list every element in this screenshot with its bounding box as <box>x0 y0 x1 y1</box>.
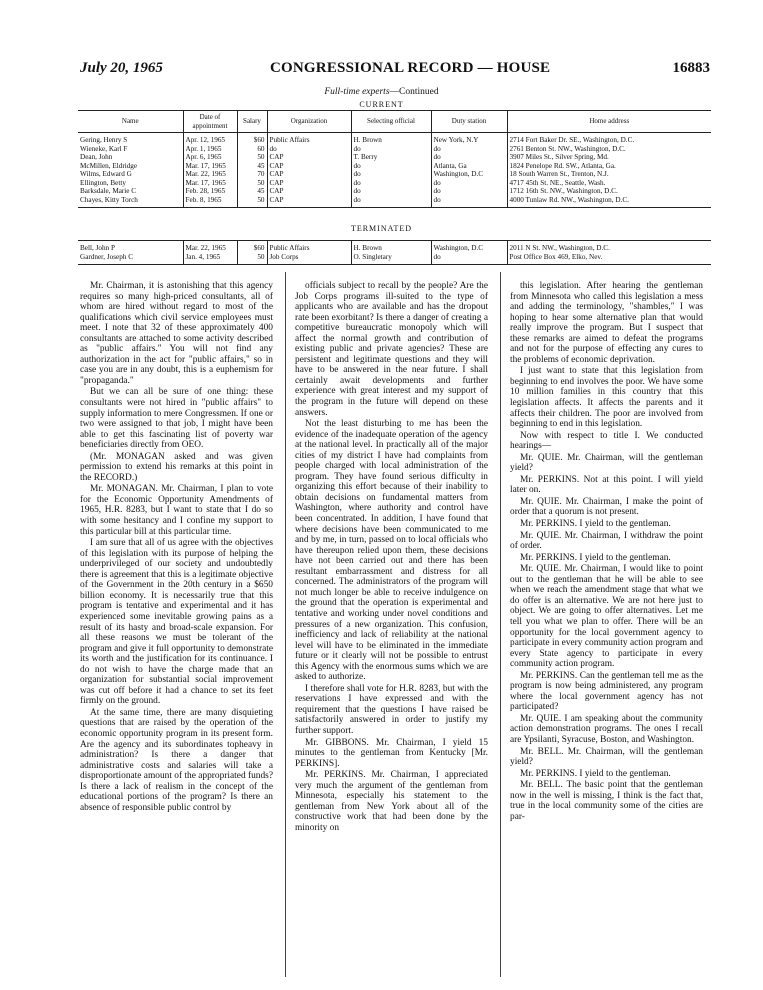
cell-salary: 50 <box>237 179 267 188</box>
cell-organization: CAP <box>267 153 351 162</box>
column-header-date: Date of appointment <box>183 111 237 133</box>
table-row <box>78 196 711 208</box>
cell-salary: $60 <box>237 241 267 253</box>
cell-salary: 50 <box>237 196 267 208</box>
column-header-salary: Salary <box>237 111 267 133</box>
cell-home-address: 3907 Miles St., Silver Spring, Md. <box>509 153 609 161</box>
cell-organization: Job Corps <box>267 253 351 265</box>
cell-selecting-official: do <box>351 196 431 208</box>
column-header-duty-station: Duty station <box>431 111 507 133</box>
cell-duty-station: do <box>431 179 507 188</box>
terminated-label: TERMINATED <box>350 224 413 233</box>
current-experts-table <box>78 110 711 208</box>
cell-name: Barksdale, Marie C <box>78 187 183 196</box>
cell-name: Gering, Henry S <box>78 133 183 145</box>
cell-home-address: 4000 Tunlaw Rd. NW., Washington, D.C. <box>507 196 711 208</box>
paragraph: Mr. GIBBONS. Mr. Chairman, I yield 15 minutes to the gentleman from Kentucky [Mr. PERKINS]. <box>295 737 488 769</box>
cell-name: Ellington, Betty <box>78 179 183 188</box>
cell-salary: 70 <box>237 170 267 179</box>
cell-name: Dean, John <box>78 153 183 162</box>
cell-home-address: Post Office Box 469, Elko, Nev. <box>507 253 711 265</box>
table-row <box>78 241 711 253</box>
table-row <box>78 253 711 265</box>
cell-salary: 60 <box>237 145 267 154</box>
subtitle-italic: Full-time experts <box>324 87 390 97</box>
cell-date: Mar. 17, 1965 <box>183 179 237 188</box>
paragraph: At the same time, there are many disquieting questions that are raised by the operation of the economic opportunity program in its present form. Are the agency and its subordinates topheavy in administration? Is there a danger that administrative costs and salaries will take a disproportionate amount of the appropriated funds? Is there a lack of realism in the concept of the educational portions of the program? Is there an absence of responsible public control by <box>80 707 273 813</box>
table-subtitle <box>0 87 763 97</box>
table-row <box>78 145 711 154</box>
paragraph: But we can all be sure of one thing: these consultants were not hired in "public affairs" to supply information to mere Congressmen. If one or two were assigned to that job, I might have been able to get this fascinating list of poverty war beneficiaries directly from OEO. <box>80 387 273 451</box>
cell-selecting-official: T. Berry <box>351 153 431 162</box>
cell-organization: CAP <box>267 170 351 179</box>
cell-salary: 50 <box>237 153 267 162</box>
column-header-selecting-official: Selecting official <box>351 111 431 133</box>
cell-date: Apr. 6, 1965 <box>183 153 237 162</box>
cell-selecting-official: do <box>351 170 431 179</box>
paragraph: Not the least disturbing to me has been the evidence of the inadequate operation of the agency at the national level. In practically all of the major cities of my district I have had complaints from people charged with local administration of the program. They have found serious difficulty in organizing this effort because of their inability to obtain decisions on fundamental matters from Washington, where authority and control have been concentrated. In addition, I have found that where decisions have been communicated to me and by me, in turn, passed on to local officials who have thereupon relied upon them, these decisions have not been carried out and there has been resultant embarrassment and distress for all concerned. The administrators of the program will not much longer be able to receive indulgence on the ground that the operation is experimental and tentative and working under novel conditions and pressures of a new organization. This confusion, inefficiency and lack of reliability at the national level will have to be eliminated in the immediate future or it clearly will not be possible to entrust this Agency with the enormous sums which we are asked to authorize. <box>295 419 488 683</box>
cell-date: Mar. 22, 1965 <box>183 241 237 253</box>
paragraph: Mr. PERKINS. Mr. Chairman, I appreciated very much the argument of the gentleman from Minnesota, especially his statement to the gentleman from New York about all of the constructive work that had been done by the minority on <box>295 770 488 833</box>
terminated-experts-table <box>78 240 711 265</box>
cell-date: Feb. 28, 1965 <box>183 187 237 196</box>
table-row <box>78 179 711 188</box>
cell-organization: CAP <box>267 196 351 208</box>
cell-selecting-official: do <box>351 179 431 188</box>
cell-salary: $60 <box>237 133 267 145</box>
header-date: July 20, 1965 <box>80 60 163 76</box>
subtitle-rest: —Continued <box>389 87 439 97</box>
paragraph: I just want to state that this legislation from beginning to end involves the poor. We have some 10 million families in this country that this legislation affects. It affects the parents and it affects their children. The poor are involved from beginning to end in this legislation. <box>510 366 703 430</box>
page-header <box>80 60 710 82</box>
cell-selecting-official: O. Singletary <box>351 253 431 265</box>
paragraph: Mr. PERKINS. I yield to the gentleman. <box>520 519 671 530</box>
paragraph: Mr. BELL. The basic point that the gentleman now in the well is missing, I think is the fact that, true in the local community some of the cities are par- <box>510 780 703 822</box>
text-column-2 <box>295 281 488 833</box>
paragraph: Mr. Chairman, it is astonishing that this agency requires so many high-priced consultants, all of whom are hired without regard to most of the qualifications which civil service employees must meet. I note that 32 of these approximately 400 consultants are attached to some activity described as "public affairs." You will not find any authorization in the act for "public affairs," so in case you are in any doubt, this is a euphemism for "propaganda." <box>80 281 273 386</box>
cell-duty-station: Atlanta, Ga <box>431 162 507 171</box>
cell-duty-station: do <box>431 196 507 208</box>
header-page-number: 16883 <box>672 60 710 76</box>
table-row <box>78 133 711 145</box>
cell-name: Gardner, Joseph C <box>78 253 183 265</box>
current-label: CURRENT <box>359 100 404 109</box>
cell-name: McMillen, Eldridge <box>78 162 183 171</box>
cell-duty-station: do <box>431 253 507 265</box>
cell-date: Jan. 4, 1965 <box>183 253 237 265</box>
cell-selecting-official: H. Brown <box>351 133 431 145</box>
paragraph: officials subject to recall by the people? Are the Job Corps programs ill-suited to the type of applicants who are available and has the dropout rate been exorbitant? Is there a danger of creating a competitive bureaucratic monopoly which will affect the normal growth and contribution of existing public and private agencies? These are persistent and legitimate questions and they will have to be answered in the near future. I shall certainly await developments and further experience with great interest and my support of the program in the future will depend on these answers. <box>295 281 488 418</box>
cell-duty-station: do <box>431 145 507 154</box>
text-column-3 <box>510 281 703 822</box>
table-row <box>78 162 711 171</box>
cell-name: Chayes, Kitty Torch <box>78 196 183 208</box>
cell-duty-station: do <box>431 153 507 162</box>
paragraph: (Mr. MONAGAN asked and was given permission to extend his remarks at this point in the RECORD.) <box>80 451 273 483</box>
cell-salary: 45 <box>237 162 267 171</box>
cell-date: Apr. 1, 1965 <box>183 145 237 154</box>
paragraph: Mr. BELL. Mr. Chairman, will the gentleman yield? <box>510 746 703 768</box>
cell-duty-station: do <box>431 187 507 196</box>
paragraph: Mr. QUIE. Mr. Chairman, will the gentleman yield? <box>510 452 703 474</box>
paragraph: Now with respect to title I. We conducted hearings— <box>510 430 703 452</box>
cell-salary: 50 <box>237 253 267 265</box>
paragraph: Mr. PERKINS. Not at this point. I will yield later on. <box>510 474 703 496</box>
paragraph: I am sure that all of us agree with the objectives of this legislation with its purpose of helping the underprivileged of our society and undoubtedly there is agreement that this is a legitimate objective of the Government in the 20th century in a $650 billion economy. It is necessarily true that this program is tentative and experimental and it has experienced some inevitable growing pains as a result of its hasty and broad-scale expansion. For all these reasons we must be tolerant of the program and give it full opportunity to demonstrate its worth and the justification for its continuance. I do not wish to have the charge made that an organization for substantial social improvement was cut off before it had a chance to set its feet firmly on the ground. <box>80 538 273 707</box>
cell-organization: CAP <box>267 187 351 196</box>
cell-home-address: 1712 16th St. NW., Washington, D.C. <box>509 187 618 195</box>
cell-selecting-official: do <box>351 187 431 196</box>
paragraph: Mr. QUIE. Mr. Chairman, I withdraw the point of order. <box>510 530 703 552</box>
cell-organization: Public Affairs <box>267 133 351 145</box>
cell-selecting-official: do <box>351 162 431 171</box>
cell-organization: Public Affairs <box>267 241 351 253</box>
cell-home-address: 18 South Warren St., Trenton, N.J. <box>509 170 609 178</box>
column-header-name: Name <box>78 111 183 133</box>
cell-salary: 45 <box>237 187 267 196</box>
cell-organization: CAP <box>267 162 351 171</box>
cell-name: Bell, John P <box>78 241 183 253</box>
cell-date: Mar. 17, 1965 <box>183 162 237 171</box>
cell-selecting-official: H. Brown <box>351 241 431 253</box>
paragraph: Mr. MONAGAN. Mr. Chairman, I plan to vote for the Economic Opportunity Amendments of 1965, H.R. 8283, but I want to state that I do so with some hesitancy and I confine my support to this particular bill at this particular time. <box>80 484 273 537</box>
cell-duty-station: New York, N.Y <box>431 133 507 145</box>
header-title: CONGRESSIONAL RECORD — HOUSE <box>270 60 551 76</box>
cell-name: Wieneke, Karl F <box>78 145 183 154</box>
table-row <box>78 187 711 196</box>
cell-selecting-official: do <box>351 145 431 154</box>
cell-duty-station: Washington, D.C <box>431 241 507 253</box>
cell-duty-station: Washington, D.C <box>431 170 507 179</box>
cell-name: Wilms, Edward G <box>78 170 183 179</box>
paragraph: Mr. QUIE. Mr. Chairman, I make the point of order that a quorum is not present. <box>510 496 703 518</box>
cell-date: Feb. 8, 1965 <box>183 196 237 208</box>
text-column-1 <box>80 281 273 813</box>
column-rule <box>500 272 501 977</box>
cell-home-address: 2761 Benton St. NW., Washington, D.C. <box>509 144 626 153</box>
column-header-organization: Organization <box>267 111 351 133</box>
cell-home-address: 2011 N St. NW., Washington, D.C. <box>509 244 610 252</box>
column-header-home-address: Home address <box>507 111 711 133</box>
table-row <box>78 153 711 162</box>
paragraph: Mr. QUIE. I am speaking about the community action demonstration programs. The ones I recall are Ypsilanti, Syracuse, Boston, and Washington. <box>510 713 703 745</box>
paragraph: Mr. PERKINS. Can the gentleman tell me as the program is now being administered, any program where the local government agency has not participated? <box>510 670 703 713</box>
cell-organization: CAP <box>267 179 351 188</box>
cell-home-address: 1824 Penelope Rd. SW., Atlanta, Ga. <box>509 161 616 170</box>
table-row <box>78 170 711 179</box>
paragraph: I therefore shall vote for H.R. 8283, but with the reservations I have expressed and with the requirement that the questions I have raised be satisfactorily answered in order to justify my further support. <box>295 683 488 736</box>
paragraph: Mr. PERKINS. I yield to the gentleman. <box>520 552 671 563</box>
cell-date: Apr. 12, 1965 <box>183 133 237 145</box>
cell-organization: do <box>267 145 351 154</box>
column-rule <box>285 272 286 977</box>
paragraph: Mr. PERKINS. I yield to the gentleman. <box>520 768 671 779</box>
cell-date: Mar. 22, 1965 <box>183 170 237 179</box>
cell-home-address: 2714 Fort Baker Dr. SE., Washington, D.C. <box>509 136 635 144</box>
paragraph: Mr. QUIE. Mr. Chairman, I would like to point out to the gentleman that he will be able to see when we reach the amendment stage that what we do offer is an alternative. We are not here just to object. We are going to offer alternatives. Let me tell you what we plan to offer. There will be an opportunity for the local government agency to participate in every community action program and every State agency to participate in every community action program. <box>510 564 703 670</box>
cell-home-address: 4717 45th St. NE., Seattle, Wash. <box>509 178 606 187</box>
paragraph: this legislation. After hearing the gentleman from Minnesota who called this legislation a mess and adding the terminology, "shambles," I was hoping to hear some alternative plan that would really improve the program. But I suspect that these remarks are aimed to defeat the programs and not for the purpose of effecting any cures to the problems of economic deprivation. <box>510 281 703 365</box>
